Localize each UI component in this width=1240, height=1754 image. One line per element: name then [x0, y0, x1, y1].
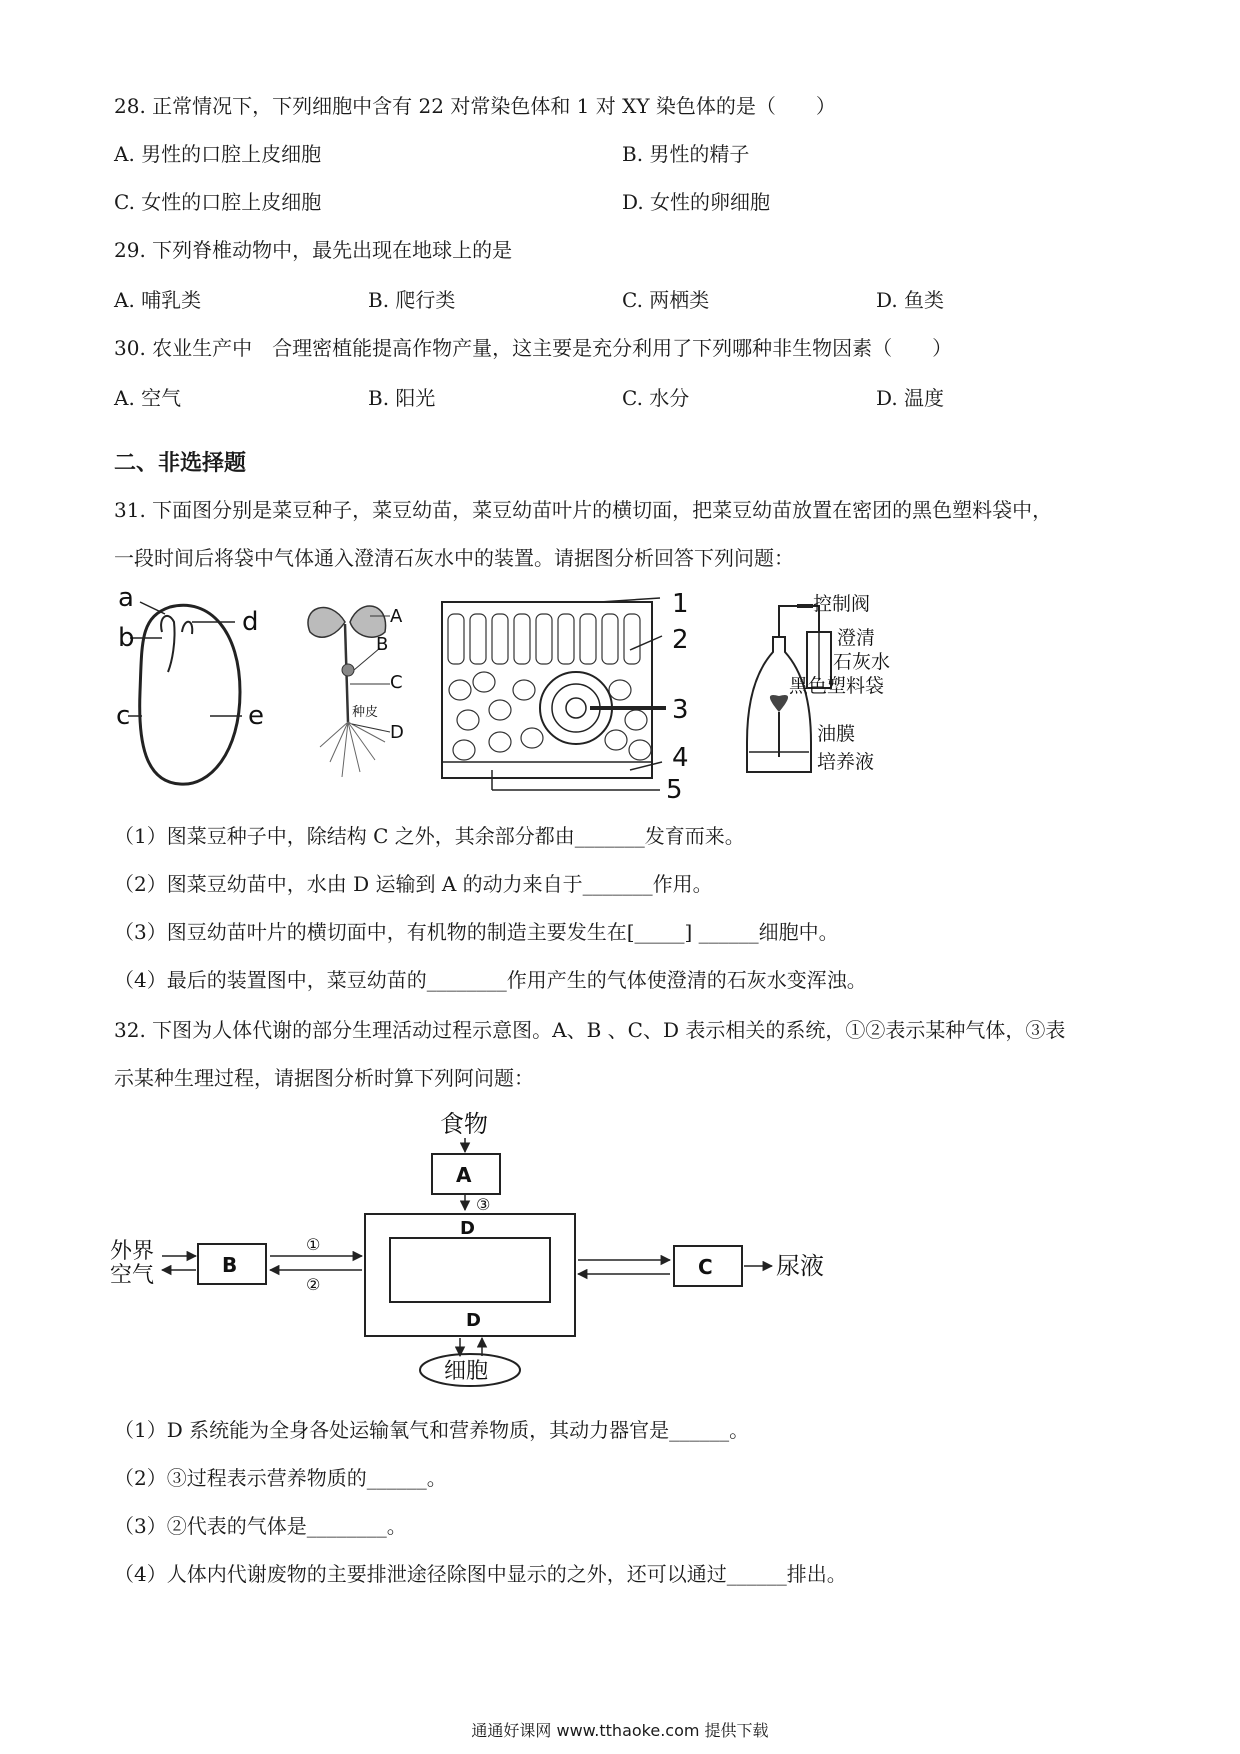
- q32-sub1: （1）D 系统能为全身各处运输氧气和营养物质，其动力器官是______。: [114, 1418, 750, 1442]
- diagram-cell: 细胞: [444, 1359, 489, 1384]
- seed-label-e: e: [248, 701, 264, 731]
- palisade-cell: [470, 614, 486, 664]
- q30-option-a: A. 空气: [114, 386, 182, 410]
- seedling-label-seed-coat: 种皮: [352, 705, 379, 720]
- apparatus-label-valve: 控制阀: [813, 593, 871, 615]
- seed-label-a: a: [118, 583, 134, 613]
- page-footer: 通通好课网 www.tthaoke.com 提供下载: [471, 1721, 769, 1740]
- bean-seedling-diagram: [290, 592, 440, 792]
- leaf-label-2: 2: [672, 625, 689, 655]
- diagram-marker-2: ②: [306, 1275, 321, 1294]
- spongy-cell: [605, 730, 627, 750]
- q31-stem-line2: 一段时间后将袋中气体通入澄清石灰水中的装置。请据图分析回答下列问题：: [114, 546, 794, 570]
- apparatus-label-black-bag: 黑色塑料袋: [789, 675, 885, 697]
- apparatus-label-oil-film: 油膜: [817, 723, 856, 745]
- diagram-d-top: D: [460, 1218, 475, 1239]
- q32-sub4: （4）人体内代谢废物的主要排泄途径除图中显示的之外，还可以通过______排出。: [114, 1562, 847, 1586]
- section-heading: 二、非选择题: [114, 451, 247, 476]
- q30-option-c: C. 水分: [622, 386, 690, 410]
- seed-label-d: d: [242, 607, 259, 637]
- palisade-cell: [580, 614, 596, 664]
- bean-seed-diagram: [110, 583, 280, 792]
- diagram-marker-1: ①: [306, 1235, 321, 1254]
- spongy-cell: [473, 672, 495, 692]
- spongy-cell: [521, 728, 543, 748]
- q32-stem-line2: 示某种生理过程，请据图分析时算下列阿问题：: [114, 1066, 534, 1090]
- spongy-cell: [489, 732, 511, 752]
- seedling-label-c: C: [390, 672, 403, 693]
- palisade-cell: [448, 614, 464, 664]
- palisade-cell: [602, 614, 618, 664]
- palisade-cell: [536, 614, 552, 664]
- q29-option-a: A. 哺乳类: [114, 288, 202, 312]
- q31-sub1: （1）图菜豆种子中，除结构 C 之外，其余部分都由_______发育而来。: [114, 824, 745, 848]
- spongy-cell: [453, 740, 475, 760]
- q28-option-d: D. 女性的卵细胞: [622, 190, 771, 214]
- q31-sub4: （4）最后的装置图中，菜豆幼苗的________作用产生的气体使澄清的石灰水变浑浊。: [114, 968, 867, 992]
- q29-option-d: D. 鱼类: [876, 288, 945, 312]
- palisade-cell: [514, 614, 530, 664]
- palisade-cell: [492, 614, 508, 664]
- q29-option-b: B. 爬行类: [368, 288, 456, 312]
- spongy-cell: [513, 680, 535, 700]
- leaf-label-3: 3: [672, 695, 689, 725]
- q28-option-a: A. 男性的口腔上皮细胞: [114, 142, 322, 166]
- spongy-cell: [609, 680, 631, 700]
- spongy-cell: [625, 710, 647, 730]
- diagram-outside-air-2: 空气: [110, 1263, 155, 1288]
- q32-sub2: （2）③过程表示营养物质的______。: [114, 1466, 447, 1490]
- q29-stem: 29. 下列脊椎动物中，最先出现在地球上的是: [114, 238, 513, 262]
- metabolism-diagram: [110, 1106, 890, 1386]
- diagram-outside-air-1: 外界: [110, 1239, 155, 1264]
- seed-label-c: c: [116, 701, 131, 731]
- palisade-cell: [558, 614, 574, 664]
- diagram-d-bottom: D: [466, 1310, 481, 1331]
- seed-label-b: b: [118, 623, 135, 653]
- q28-stem: 28. 正常情况下，下列细胞中含有 22 对常染色体和 1 对 XY 染色体的是（ ）: [114, 94, 836, 118]
- spongy-cell: [629, 740, 651, 760]
- apparatus-label-limewater: 石灰水: [833, 651, 891, 673]
- leaf-label-5: 5: [666, 775, 683, 805]
- q32-stem-line1: 32. 下图为人体代谢的部分生理活动过程示意图。A、B 、C、D 表示相关的系统，①②表示某种气体，③表: [114, 1018, 1066, 1042]
- q30-stem: 30. 农业生产中 合理密植能提高作物产量，这主要是充分利用了下列哪种非生物因素（ ）: [114, 336, 953, 360]
- diagram-system-b: B: [222, 1253, 238, 1277]
- q30-option-b: B. 阳光: [368, 386, 436, 410]
- seedling-label-d: D: [390, 722, 404, 743]
- q31-sub2: （2）图菜豆幼苗中，水由 D 运输到 A 的动力来自于_______作用。: [114, 872, 713, 896]
- diagram-system-c: C: [698, 1255, 713, 1279]
- leaf-label-1: 1: [672, 589, 689, 619]
- diagram-urine: 尿液: [776, 1252, 824, 1280]
- diagram-marker-3: ③: [476, 1195, 491, 1214]
- diagram-system-a: A: [456, 1163, 472, 1187]
- diagram-food: 食物: [440, 1110, 488, 1138]
- seedling-label-b: B: [376, 634, 389, 655]
- apparatus-label-clear: 澄清: [837, 627, 876, 649]
- seedling-label-a: A: [390, 606, 403, 627]
- q32-sub3: （3）②代表的气体是________。: [114, 1514, 407, 1538]
- q28-option-b: B. 男性的精子: [622, 142, 750, 166]
- leaf-cross-section-diagram: [440, 589, 710, 805]
- q31-sub3: （3）图豆幼苗叶片的横切面中，有机物的制造主要发生在[_____] ______细胞中。: [114, 920, 839, 944]
- leaf-label-4: 4: [672, 743, 689, 773]
- spongy-cell: [449, 680, 471, 700]
- q28-option-c: C. 女性的口腔上皮细胞: [114, 190, 322, 214]
- spongy-cell: [457, 710, 479, 730]
- palisade-cell: [624, 614, 640, 664]
- q29-option-c: C. 两栖类: [622, 288, 710, 312]
- q31-stem-line1: 31. 下面图分别是菜豆种子，菜豆幼苗，菜豆幼苗叶片的横切面，把菜豆幼苗放置在密团的黑色塑料袋中，: [114, 498, 1053, 522]
- q30-option-d: D. 温度: [876, 386, 945, 410]
- apparatus-label-culture-solution: 培养液: [817, 751, 875, 773]
- spongy-cell: [489, 700, 511, 720]
- system-d-inner: [390, 1238, 550, 1302]
- apparatus-diagram: [735, 592, 915, 792]
